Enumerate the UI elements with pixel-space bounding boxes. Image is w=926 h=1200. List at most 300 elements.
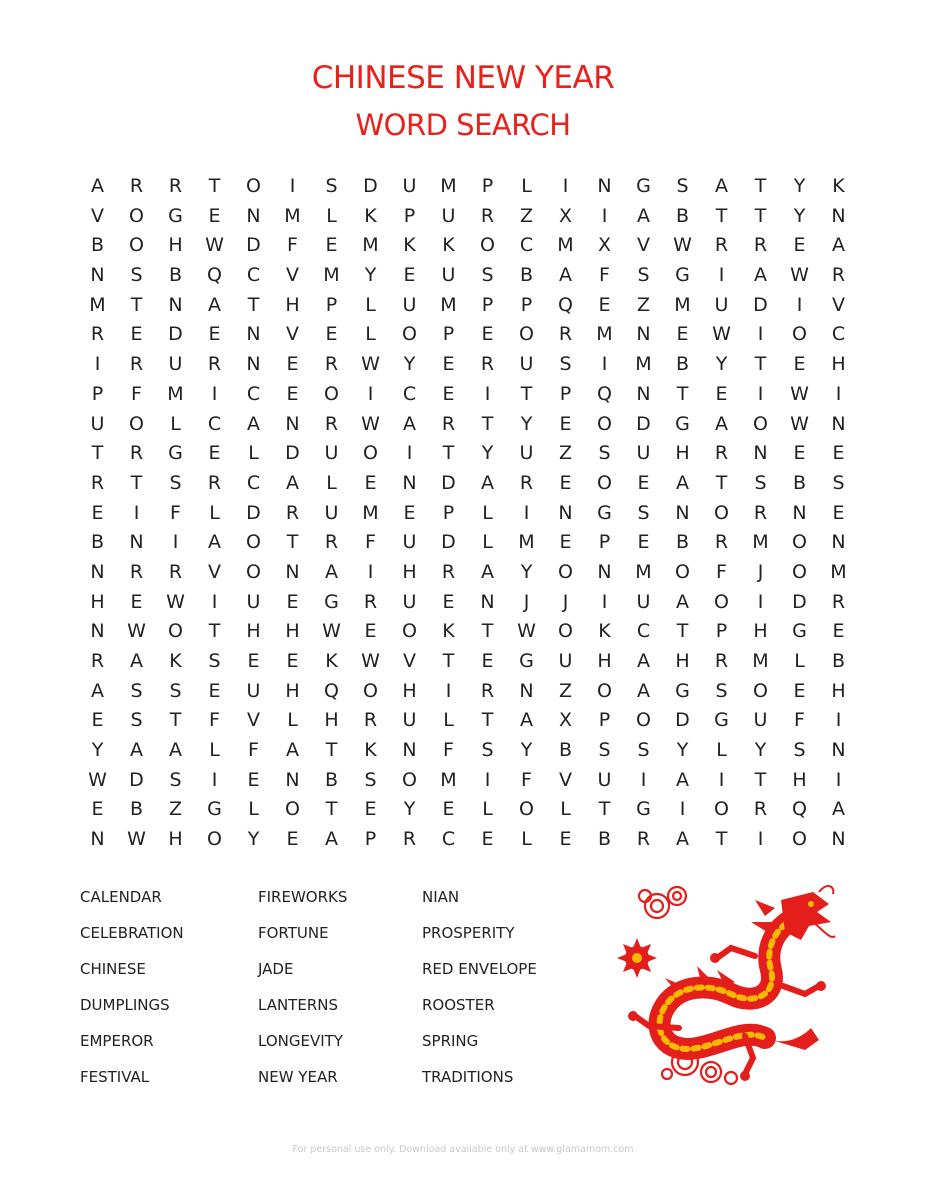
grid-letter: L: [365, 323, 376, 346]
grid-letter: O: [129, 204, 144, 227]
grid-letter: S: [130, 264, 143, 287]
grid-letter: I: [406, 442, 413, 465]
grid-letter: A: [286, 739, 299, 762]
word-list-item: EMPEROR: [80, 1032, 154, 1050]
grid-letter: U: [519, 353, 534, 376]
grid-letter: N: [246, 353, 261, 376]
grid-letter: J: [523, 590, 530, 613]
grid-letter: L: [209, 501, 220, 524]
grid-letter: Z: [519, 204, 534, 227]
grid-letter: Y: [364, 264, 377, 287]
grid-letter: R: [324, 531, 339, 554]
grid-letter: I: [211, 590, 218, 613]
grid-letter: S: [598, 442, 611, 465]
grid-letter: N: [402, 739, 417, 762]
grid-letter: I: [601, 353, 608, 376]
grid-letter: O: [402, 620, 417, 643]
grid-letter: B: [129, 798, 144, 821]
grid-letter: O: [792, 531, 807, 554]
grid-letter: M: [440, 175, 457, 197]
grid-letter: H: [285, 620, 300, 643]
grid-letter: M: [362, 234, 379, 257]
grid-letter: F: [209, 709, 220, 732]
grid-letter: W: [673, 234, 692, 257]
grid-letter: R: [90, 323, 105, 346]
grid-letter: K: [364, 739, 377, 762]
grid-letter: R: [90, 650, 105, 672]
grid-letter: A: [247, 412, 260, 435]
grid-letter: N: [558, 501, 573, 524]
grid-letter: W: [166, 590, 185, 613]
grid-letter: P: [598, 531, 611, 554]
grid-letter: M: [635, 560, 652, 583]
word-list-item: RED ENVELOPE: [422, 960, 537, 978]
grid-letter: U: [597, 768, 612, 791]
grid-letter: Q: [792, 798, 807, 821]
grid-letter: C: [246, 382, 261, 405]
grid-letter: O: [792, 828, 807, 851]
grid-letter: G: [675, 412, 690, 435]
grid-letter: Y: [520, 412, 533, 435]
grid-letter: M: [440, 293, 457, 316]
grid-letter: E: [598, 293, 611, 316]
grid-letter: C: [246, 471, 261, 494]
grid-letter: I: [484, 768, 491, 791]
grid-letter: B: [675, 353, 690, 376]
grid-letter: A: [91, 175, 104, 197]
grid-letter: O: [285, 798, 300, 821]
grid-letter: R: [168, 175, 183, 197]
grid-letter: N: [597, 560, 612, 583]
grid-letter: T: [754, 204, 767, 227]
grid-letter: T: [442, 650, 455, 672]
grid-letter: L: [326, 204, 337, 227]
grid-letter: A: [676, 768, 689, 791]
grid-letter: E: [208, 204, 221, 227]
word-list-item: FESTIVAL: [80, 1068, 150, 1086]
grid-letter: A: [520, 709, 533, 732]
grid-letter: E: [481, 828, 494, 851]
grid-letter: B: [831, 650, 846, 672]
grid-letter: O: [480, 234, 495, 257]
grid-letter: I: [679, 798, 686, 821]
grid-letter: N: [90, 620, 105, 643]
grid-letter: U: [558, 650, 573, 672]
grid-letter: F: [521, 768, 532, 791]
grid-letter: N: [285, 560, 300, 583]
grid-letter: W: [517, 620, 536, 643]
grid-letter: R: [753, 798, 768, 821]
grid-letter: N: [246, 323, 261, 346]
grid-letter: R: [831, 264, 846, 287]
grid-letter: W: [361, 412, 380, 435]
grid-letter: F: [599, 264, 610, 287]
grid-letter: N: [636, 382, 651, 405]
grid-letter: S: [676, 175, 689, 197]
grid-letter: P: [520, 293, 533, 316]
grid-letter: R: [441, 412, 456, 435]
grid-letter: T: [676, 620, 689, 643]
grid-letter: L: [248, 798, 259, 821]
grid-letter: H: [168, 234, 183, 257]
grid-letter: L: [482, 531, 493, 554]
grid-letter: H: [675, 650, 690, 672]
grid-letter: L: [521, 175, 532, 197]
grid-letter: K: [442, 234, 455, 257]
grid-letter: E: [286, 650, 299, 672]
grid-letter: I: [835, 768, 842, 791]
word-list-item: DUMPLINGS: [80, 996, 170, 1014]
grid-letter: D: [441, 471, 456, 494]
grid-letter: T: [247, 293, 260, 316]
grid-letter: I: [523, 501, 530, 524]
grid-letter: D: [753, 293, 768, 316]
grid-letter: Y: [676, 739, 689, 762]
grid-letter: F: [248, 739, 259, 762]
grid-letter: A: [832, 798, 845, 821]
grid-letter: A: [715, 175, 728, 197]
grid-letter: O: [402, 768, 417, 791]
grid-letter: H: [831, 679, 846, 702]
grid-letter: V: [286, 264, 299, 287]
grid-letter: D: [792, 590, 807, 613]
grid-letter: R: [753, 501, 768, 524]
grid-letter: U: [402, 709, 417, 732]
grid-letter: T: [715, 828, 728, 851]
word-list-item: NIAN: [422, 888, 460, 906]
grid-letter: P: [91, 382, 104, 405]
grid-letter: E: [832, 620, 845, 643]
grid-letter: B: [558, 739, 573, 762]
grid-letter: A: [676, 828, 689, 851]
grid-letter: B: [168, 264, 183, 287]
grid-letter: V: [208, 560, 221, 583]
grid-letter: X: [558, 709, 573, 732]
grid-letter: M: [518, 531, 535, 554]
grid-letter: O: [558, 620, 573, 643]
grid-letter: G: [636, 798, 651, 821]
grid-letter: E: [247, 650, 260, 672]
grid-letter: P: [481, 293, 494, 316]
grid-letter: R: [324, 353, 339, 376]
grid-letter: Q: [597, 382, 612, 405]
grid-letter: K: [169, 650, 182, 672]
grid-letter: L: [521, 828, 532, 851]
grid-letter: A: [832, 234, 845, 257]
grid-letter: V: [403, 650, 416, 672]
grid-letter: N: [285, 768, 300, 791]
grid-letter: M: [557, 234, 574, 257]
grid-letter: P: [598, 709, 611, 732]
word-list-item: SPRING: [422, 1032, 479, 1050]
grid-letter: H: [792, 768, 807, 791]
word-list-item: CHINESE: [80, 960, 146, 978]
grid-letter: N: [636, 323, 651, 346]
grid-letter: E: [793, 234, 806, 257]
word-list-item: FIREWORKS: [258, 888, 348, 906]
grid-letter: R: [831, 590, 846, 613]
grid-letter: T: [208, 620, 221, 643]
grid-letter: T: [442, 442, 455, 465]
grid-letter: T: [481, 709, 494, 732]
grid-letter: H: [285, 293, 300, 316]
grid-letter: U: [753, 709, 768, 732]
grid-letter: O: [363, 442, 378, 465]
grid-letter: E: [91, 501, 104, 524]
grid-letter: P: [481, 175, 494, 197]
grid-letter: M: [752, 650, 769, 672]
dragon-illustration: [605, 878, 837, 1094]
grid-letter: R: [714, 234, 729, 257]
grid-letter: U: [636, 590, 651, 613]
grid-letter: F: [170, 501, 181, 524]
grid-letter: B: [519, 264, 534, 287]
grid-letter: I: [757, 323, 764, 346]
grid-letter: T: [676, 382, 689, 405]
grid-letter: R: [714, 650, 729, 672]
grid-letter: E: [832, 501, 845, 524]
grid-letter: I: [757, 382, 764, 405]
grid-letter: R: [129, 560, 144, 583]
grid-letter: A: [481, 560, 494, 583]
grid-letter: T: [325, 739, 338, 762]
grid-letter: E: [364, 620, 377, 643]
grid-letter: N: [792, 501, 807, 524]
grid-letter: I: [718, 264, 725, 287]
grid-letter: R: [207, 471, 222, 494]
grid-letter: L: [716, 739, 727, 762]
grid-letter: R: [714, 531, 729, 554]
grid-letter: Z: [558, 442, 573, 465]
grid-letter: E: [559, 412, 572, 435]
grid-letter: I: [211, 382, 218, 405]
grid-letter: G: [519, 650, 534, 672]
grid-letter: T: [130, 293, 143, 316]
grid-letter: W: [361, 353, 380, 376]
grid-letter: L: [170, 412, 181, 435]
grid-letter: F: [443, 739, 454, 762]
grid-letter: M: [440, 768, 457, 791]
grid-letter: E: [403, 501, 416, 524]
grid-letter: I: [835, 382, 842, 405]
grid-letter: E: [286, 353, 299, 376]
grid-letter: E: [793, 442, 806, 465]
grid-letter: R: [285, 501, 300, 524]
grid-letter: M: [323, 264, 340, 287]
grid-letter: U: [519, 442, 534, 465]
grid-letter: P: [715, 620, 728, 643]
grid-letter: S: [637, 264, 650, 287]
grid-letter: E: [364, 798, 377, 821]
grid-letter: T: [481, 620, 494, 643]
grid-letter: T: [754, 353, 767, 376]
word-list-column-1: [80, 884, 184, 1100]
grid-letter: E: [325, 234, 338, 257]
grid-letter: I: [757, 828, 764, 851]
word-list-item: CALENDAR: [80, 888, 162, 906]
grid-letter: N: [831, 739, 846, 762]
grid-letter: N: [675, 501, 690, 524]
grid-letter: W: [127, 620, 146, 643]
grid-letter: N: [831, 204, 846, 227]
word-list-item: TRADITIONS: [422, 1068, 514, 1086]
grid-letter: O: [129, 234, 144, 257]
grid-letter: O: [246, 175, 261, 197]
grid-letter: A: [637, 204, 650, 227]
grid-letter: O: [714, 590, 729, 613]
grid-letter: S: [754, 471, 767, 494]
grid-letter: E: [91, 709, 104, 732]
grid-letter: E: [247, 768, 260, 791]
grid-letter: W: [205, 234, 224, 257]
grid-letter: R: [363, 709, 378, 732]
grid-letter: E: [442, 798, 455, 821]
grid-letter: N: [90, 828, 105, 851]
grid-letter: Y: [481, 442, 494, 465]
grid-letter: O: [519, 323, 534, 346]
grid-letter: O: [207, 828, 222, 851]
grid-letter: I: [484, 382, 491, 405]
grid-letter: C: [831, 323, 846, 346]
grid-letter: R: [207, 353, 222, 376]
grid-letter: U: [441, 264, 456, 287]
grid-letter: M: [284, 204, 301, 227]
grid-letter: I: [796, 293, 803, 316]
grid-letter: I: [289, 175, 296, 197]
grid-letter: P: [559, 382, 572, 405]
grid-letter: B: [324, 768, 339, 791]
grid-letter: R: [480, 204, 495, 227]
grid-letter: L: [482, 798, 493, 821]
grid-letter: F: [287, 234, 298, 257]
grid-letter: E: [364, 471, 377, 494]
grid-letter: C: [402, 382, 417, 405]
grid-letter: R: [90, 471, 105, 494]
grid-letter: E: [637, 531, 650, 554]
grid-letter: D: [636, 412, 651, 435]
grid-letter: L: [560, 798, 571, 821]
grid-letter: E: [442, 382, 455, 405]
grid-letter: A: [481, 471, 494, 494]
grid-letter: I: [601, 590, 608, 613]
grid-letter: A: [325, 560, 338, 583]
grid-letter: O: [363, 679, 378, 702]
grid-letter: G: [675, 264, 690, 287]
grid-letter: L: [443, 709, 454, 732]
grid-letter: N: [480, 590, 495, 613]
grid-letter: M: [596, 323, 613, 346]
grid-letter: O: [714, 501, 729, 524]
grid-letter: E: [559, 471, 572, 494]
grid-letter: I: [94, 353, 101, 376]
grid-letter: V: [247, 709, 260, 732]
grid-letter: L: [365, 293, 376, 316]
grid-letter: Y: [715, 353, 728, 376]
grid-letter: E: [559, 828, 572, 851]
grid-letter: E: [130, 323, 143, 346]
grid-letter: I: [718, 768, 725, 791]
grid-letter: R: [519, 471, 534, 494]
grid-letter: N: [831, 828, 846, 851]
grid-letter: S: [715, 679, 728, 702]
grid-letter: A: [715, 412, 728, 435]
grid-letter: I: [133, 501, 140, 524]
grid-letter: U: [402, 590, 417, 613]
word-list-item: NEW YEAR: [258, 1068, 338, 1086]
word-list-item: CELEBRATION: [80, 924, 184, 942]
grid-letter: S: [637, 739, 650, 762]
grid-letter: B: [675, 204, 690, 227]
word-list-item: ROOSTER: [422, 996, 495, 1014]
grid-letter: G: [714, 709, 729, 732]
grid-letter: I: [211, 768, 218, 791]
grid-letter: U: [636, 442, 651, 465]
grid-letter: N: [90, 560, 105, 583]
grid-letter: I: [757, 590, 764, 613]
grid-letter: E: [832, 442, 845, 465]
grid-letter: I: [367, 560, 374, 583]
grid-letter: Z: [168, 798, 183, 821]
page-subtitle: WORD SEARCH: [355, 108, 571, 142]
grid-letter: S: [325, 175, 338, 197]
grid-letter: L: [209, 739, 220, 762]
grid-letter: T: [208, 175, 221, 197]
grid-letter: E: [676, 323, 689, 346]
grid-letter: T: [91, 442, 104, 465]
grid-letter: R: [480, 353, 495, 376]
grid-letter: P: [442, 323, 455, 346]
grid-letter: O: [597, 679, 612, 702]
grid-letter: B: [90, 234, 105, 257]
grid-letter: O: [558, 560, 573, 583]
grid-letter: X: [558, 204, 573, 227]
grid-letter: I: [172, 531, 179, 554]
grid-letter: A: [91, 679, 104, 702]
grid-letter: K: [403, 234, 416, 257]
grid-letter: B: [792, 471, 807, 494]
grid-letter: A: [676, 471, 689, 494]
grid-letter: S: [169, 471, 182, 494]
grid-letter: W: [790, 382, 809, 405]
grid-letter: A: [169, 739, 182, 762]
grid-letter: U: [402, 175, 417, 197]
grid-letter: U: [402, 293, 417, 316]
grid-letter: E: [481, 323, 494, 346]
grid-letter: I: [640, 768, 647, 791]
grid-letter: A: [403, 412, 416, 435]
grid-letter: Y: [247, 828, 260, 851]
grid-letter: M: [167, 382, 184, 405]
grid-letter: R: [480, 679, 495, 702]
grid-letter: S: [169, 679, 182, 702]
grid-letter: Y: [520, 560, 533, 583]
grid-letter: D: [129, 768, 144, 791]
grid-letter: R: [558, 323, 573, 346]
grid-letter: R: [129, 175, 144, 197]
grid-letter: Q: [207, 264, 222, 287]
grid-letter: Q: [324, 679, 339, 702]
grid-letter: S: [364, 768, 377, 791]
grid-letter: P: [364, 828, 377, 851]
grid-letter: K: [325, 650, 338, 672]
grid-letter: D: [168, 323, 183, 346]
grid-letter: E: [793, 679, 806, 702]
grid-letter: E: [91, 798, 104, 821]
grid-letter: C: [441, 828, 456, 851]
grid-letter: B: [90, 531, 105, 554]
grid-letter: D: [285, 442, 300, 465]
grid-letter: E: [130, 590, 143, 613]
